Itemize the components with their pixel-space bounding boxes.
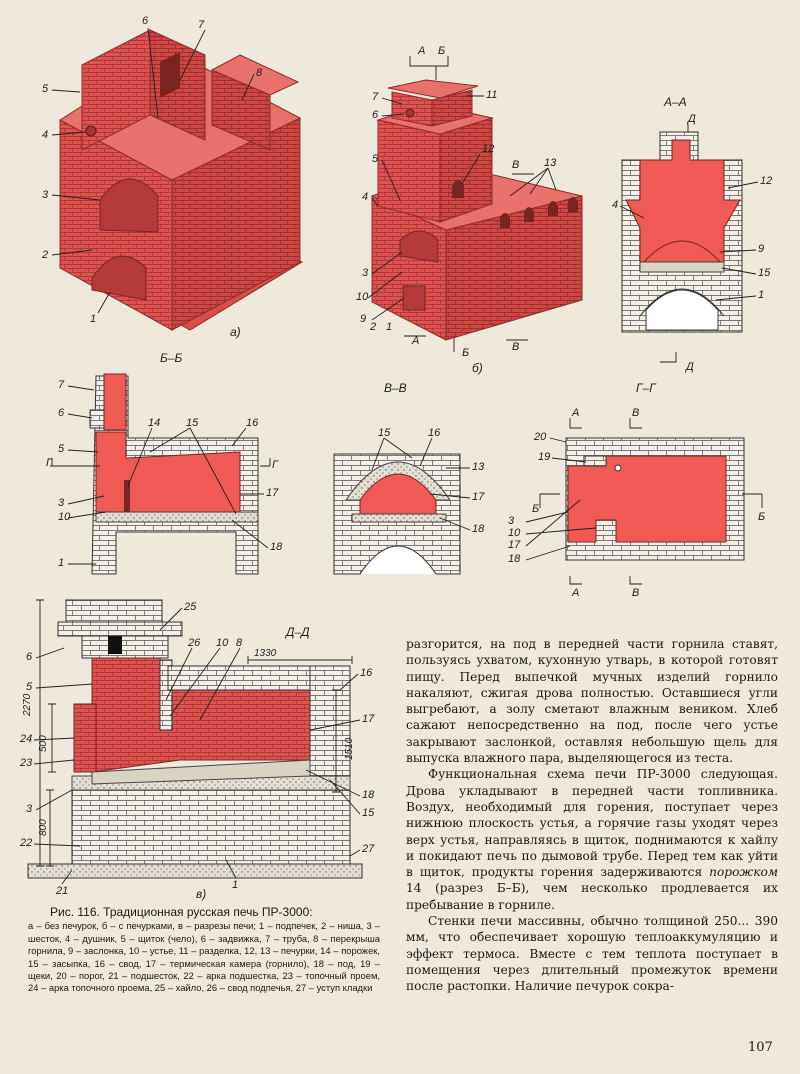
view-b-label: б): [472, 361, 483, 375]
paragraph-2-part-a: Функциональная схема печи ПР-3000 следующая. Дрова укладывают в передней части топливника. Воздух, необходимый для горения, поступает через нижнюю плоскость устья, а горячие газы уходят через верх устья, направляясь в щиток, поднимаются к хайлу и покидают печь по дымовой трубе. Перед тем как уйти в щиток, продукты горения задерживаются: [406, 767, 778, 880]
callout-6: 6: [142, 15, 149, 27]
mark-gg-a-bottom: А: [572, 587, 580, 599]
section-aa-title: А–А: [664, 95, 687, 109]
callout-dd-26: 26: [188, 637, 201, 649]
callout-bb-18: 18: [270, 541, 283, 553]
callout-gg-20: 20: [534, 431, 547, 443]
callout-gg-18: 18: [508, 553, 521, 565]
view-v-label: в): [196, 887, 207, 901]
paragraph-2-emphasis: порожком: [709, 865, 778, 880]
callout-gg-19: 19: [538, 451, 551, 463]
callout-b-2: 2: [370, 321, 377, 333]
paragraph-3: Стенки печи массивны, обычно толщиной 250... 390 мм, что обеспечивает хорошую теплоаккумуляцию и эффект термоса. Вместе с тем теплота поступает в помещения через длительный промежуток времени после растопки. Наличие печурок сокра-: [406, 914, 778, 994]
callout-dd-3: 3: [26, 803, 33, 815]
callout-b-12: 12: [482, 143, 495, 155]
callout-1: 1: [90, 313, 97, 325]
body-text: [406, 636, 778, 995]
callout-dd-18: 18: [362, 789, 375, 801]
callout-2: 2: [42, 249, 49, 261]
callout-gg-3: 3: [508, 515, 515, 527]
section-vv-title: В–В: [384, 381, 407, 395]
figure-caption: [28, 906, 380, 995]
caption-title: Рис. 116. Традиционная русская печь ПР-3000:: [50, 905, 313, 919]
callout-aa-12: 12: [760, 175, 773, 187]
mark-gg-b-right: Б: [758, 511, 766, 523]
mark-d-top: Д: [688, 113, 696, 125]
callout-bb-16: 16: [246, 417, 259, 429]
callout-bb-7: 7: [58, 379, 65, 391]
callout-dd-22: 22: [20, 837, 33, 849]
mark-gg-b-left: Б: [532, 503, 540, 515]
view-a-label: а): [230, 325, 241, 339]
view-a-stove: [41, 15, 302, 339]
callout-4: 4: [42, 129, 49, 141]
mark-b-top: Б: [438, 45, 446, 57]
mark-v-top: В: [512, 159, 520, 171]
callout-b-5: 5: [372, 153, 379, 165]
callout-vv-16: 16: [428, 427, 441, 439]
view-b-stove: [356, 45, 582, 375]
callout-b-3: 3: [362, 267, 369, 279]
paragraph-2: [406, 766, 778, 913]
mark-b-bottom: Б: [462, 347, 470, 359]
callout-aa-4: 4: [612, 199, 619, 211]
callout-dd-17: 17: [362, 713, 375, 725]
callout-5: 5: [42, 83, 49, 95]
mark-g-left: Г: [46, 457, 52, 469]
callout-b-1: 1: [386, 321, 393, 333]
dim-800: 800: [38, 819, 49, 836]
callout-bb-17: 17: [266, 487, 279, 499]
callout-dd-25: 25: [184, 601, 197, 613]
mark-g-right: Г: [272, 459, 278, 471]
callout-aa-1: 1: [758, 289, 765, 301]
callout-dd-15: 15: [362, 807, 375, 819]
callout-b-13: 13: [544, 157, 557, 169]
callout-7: 7: [198, 19, 205, 31]
callout-aa-9: 9: [758, 243, 765, 255]
section-vv: [334, 381, 485, 574]
caption-body: а – без печурок, б – с печурками, в – разрезы печи; 1 – подпечек, 2 – ниша, 3 – шесток, 4 – душник, 5 – щиток (чело), 6 – задвижка, 7 – труба, 8 – перекрыша горнила, 9 – заслонка, 10 – устье, 11 – разделка, 12, 13 – печурки, 14 – порожек, 15 – засыпка, 16 – свод, 17 – термическая камера (горнило), 18 – под, 19 – щеки, 20 – порог, 21 – подшесток, 22 – арка подшестка, 23 – топочный проем, 24 – арка топочного проема, 25 – хайло, 26 – свод подпечья, 27 – уступ кладки: [28, 920, 380, 994]
callout-dd-27: 27: [362, 843, 375, 855]
callout-vv-17: 17: [472, 491, 485, 503]
callout-gg-17: 17: [508, 539, 521, 551]
callout-bb-10: 10: [58, 511, 71, 523]
mark-gg-v-top: В: [632, 407, 640, 419]
callout-bb-14: 14: [148, 417, 161, 429]
mark-a-bottom: А: [412, 335, 420, 347]
section-dd-title: Д–Д: [286, 625, 310, 639]
callout-dd-5: 5: [26, 681, 33, 693]
callout-3: 3: [42, 189, 49, 201]
callout-dd-23: 23: [20, 757, 33, 769]
section-dd: [19, 600, 375, 901]
callout-bb-15: 15: [186, 417, 199, 429]
callout-b-6: 6: [372, 109, 379, 121]
callout-dd-16: 16: [360, 667, 373, 679]
dim-1330: 1330: [254, 648, 277, 659]
callout-bb-6: 6: [58, 407, 65, 419]
callout-dd-21: 21: [56, 885, 69, 897]
callout-vv-15: 15: [378, 427, 391, 439]
mark-gg-v-bottom: В: [632, 587, 640, 599]
callout-b-10: 10: [356, 291, 369, 303]
section-bb: [46, 351, 283, 574]
callout-b-9: 9: [360, 313, 367, 325]
section-bb-title: Б–Б: [160, 351, 183, 365]
callout-dd-10: 10: [216, 637, 229, 649]
callout-8: 8: [256, 67, 263, 79]
callout-vv-18: 18: [472, 523, 485, 535]
mark-v-bottom: В: [512, 341, 520, 353]
section-gg: [508, 381, 765, 599]
callout-dd-8: 8: [236, 637, 243, 649]
callout-b-11: 11: [486, 89, 498, 101]
callout-aa-15: 15: [758, 267, 771, 279]
callout-bb-1: 1: [58, 557, 65, 569]
callout-dd-24: 24: [20, 733, 33, 745]
section-aa: [612, 95, 772, 373]
callout-vv-13: 13: [472, 461, 485, 473]
dim-500: 500: [38, 735, 49, 752]
mark-a-top: А: [418, 45, 426, 57]
mark-gg-a-top: А: [572, 407, 580, 419]
callout-b-7: 7: [372, 91, 379, 103]
paragraph-1: разгорится, на под в передней части горнила ставят, пользуясь ухватом, кухонную утварь, в которой готовят пищу. Перед выпечкой мучных изделий горнило накаляют, сжигая дрова полностью. Оставшиеся угли выгребают, а золу сметают влажным веником. Хлеб сажают непосредственно на под, после чего устье закрывают заслонкой, оставляя небольшую щель для выпуска влажного пара, выделяющегося из теста.: [406, 637, 778, 766]
mark-d-bottom: Д: [686, 361, 694, 373]
paragraph-2-part-b: 14 (разрез Б–Б), чем несколько продлевается их пребывание в горниле.: [406, 881, 778, 912]
dim-1510: 1510: [344, 737, 355, 760]
section-gg-title: Г–Г: [636, 381, 656, 395]
callout-gg-10: 10: [508, 527, 521, 539]
callout-dd-6: 6: [26, 651, 33, 663]
dim-2270: 2270: [22, 693, 33, 716]
page-number: 107: [748, 1040, 773, 1055]
callout-bb-5: 5: [58, 443, 65, 455]
callout-b-4: 4: [362, 191, 369, 203]
callout-dd-1: 1: [232, 879, 239, 891]
callout-bb-3: 3: [58, 497, 65, 509]
